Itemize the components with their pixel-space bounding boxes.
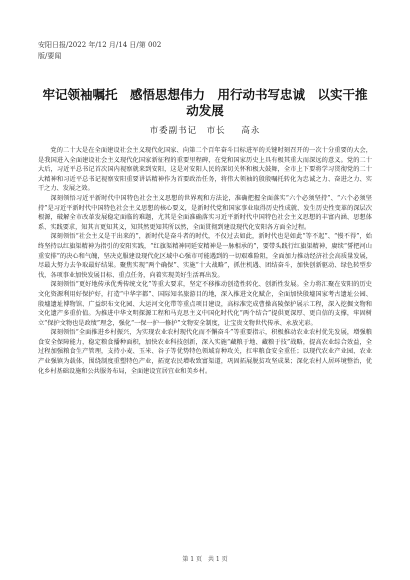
author-byline [0,124,410,136]
paragraph: 深刻领悟“全面推进乡村振兴，为实现农业农村现代化而不懈奋斗”等重要指示，积极推动农业农村优先发展，增强粮食安全保障能力，稳定粮食播种面积，加快农业科技创新，深入实施“藏粮于地、藏粮于技”战略，提高农业综合效益，全过程加强粮食生产管理，支持小麦、玉米、谷子等优势特色领域育种攻关，扛牢粮食安全重任；以现代农业产业园、农业产业强镇为载体，围绕制度重塑特色产业，拓宽农民增收致富渠道，巩固拓展脱贫攻坚成果；深化农村人居环境整治，优化乡村基础设施和公共服务布局，全面建设宜居宜业和美乡村。 [38,329,372,375]
source-line-1: 安阳日报/2022 年/12 月/14 日/第 002 [38,41,162,49]
paragraph: 深刻领悟习近平新时代中国特色社会主义思想的世界观和方法论，准确把握全面落实“六个必须坚持”、“六个必须坚持”是习近平新时代中国特色社会主义思想的核心要义，是新时代党和国家事业取得历史性成就、发生历史性变革的深层次根源，破解全市改革发展稳定面临的难题，尤其是全面准确落实习近平新时代中国特色社会主义思想的丰富内涵、思想体系、实践要求，知其言更知其义，知其然更知其所以然，全面贯彻到建设现代化安阳各方面全过程。 [38,194,372,231]
paragraph: 党的二十大是在全面建设社会主义现代化国家、向第二个百年奋斗目标进军的关键时刻召开的一次十分重要的大会，是我国进入全面建设社会主义现代化国家新征程的重要里程碑，在党和国家历史上具有极其重大而深远的意义。党的二十大后，习近平总书记首次国内视察就来到安阳，这是对安阳人民的深切关怀和极大鼓舞，全市上下要将学习贯彻党的二十大精神和习近平总书记视察安阳重要讲话精神作为首要政治任务，将伟大领袖的殷殷嘱托转化为忠诚之力、奋进之力、实干之力、发展之效。 [38,147,372,193]
article-title-line-1: 牢记领袖嘱托 感悟思想伟力 用行动书写忠诚 以实干推 [42,87,368,102]
paragraph: 深刻领悟“社会主义是干出来的”，新时代是奋斗者的时代，不仅过去如此，新时代也是如此“等不起”、“慢不得”，始终坚持以红旗渠精神为指引的安阳实践，“红旗渠精神同延安精神是一脉相承的”，要带头践行红旗渠精神，赓续“誓把河山重安排”的决心和气魄，坚决克服建设现代化区域中心强市可能遇到的一切艰难险阻，全面加力推动经济社会高质量发展，尽最大努力去争取最好结果。聚焦实现“两个确保”、实施“十大战略”，抓住机遇、团结奋斗，加快创新驱动、绿色转型步伐，各项事业加快发展目标、重点任务，向着实现美好生活再出发。 [38,233,372,279]
article-body [38,146,372,376]
article-title [28,87,382,119]
page-number: 第 1 页 共 1 页 [182,556,228,563]
paragraph: 深刻领悟“更好地传承优秀传统文化”等重大要求，坚定不移推动创造性转化、创新性发展。全力将汇聚在安阳的历史文化资源利用好保护好，打造“中华字都”、国际知名旅游目的地，深入推进文化赋企，全面加快殷墟国家考古遗址公园、殷墟遗址博物馆、广益织布文化园、大运河文化带等重点项目建设，高标准完成曹操高陵保护展示工程，深入挖掘文物和文化遗产多重价值。为推进中华文明探源工程和马克思主义中国化时代化“两个结合”提供更深厚、更自信的支撑，牢固树立“保护文物也是政绩”理念，强化“一保一护一修护”文物安全制度，让宝贵文物世代传承、永放光彩。 [38,281,372,327]
author-name: 高永 [241,126,261,136]
source-line-2: 版/要闻 [38,52,62,60]
article-title-line-2: 动发展 [186,103,224,118]
author-role: 市委副书记 市长 [149,126,226,136]
newspaper-source-header [38,40,161,62]
